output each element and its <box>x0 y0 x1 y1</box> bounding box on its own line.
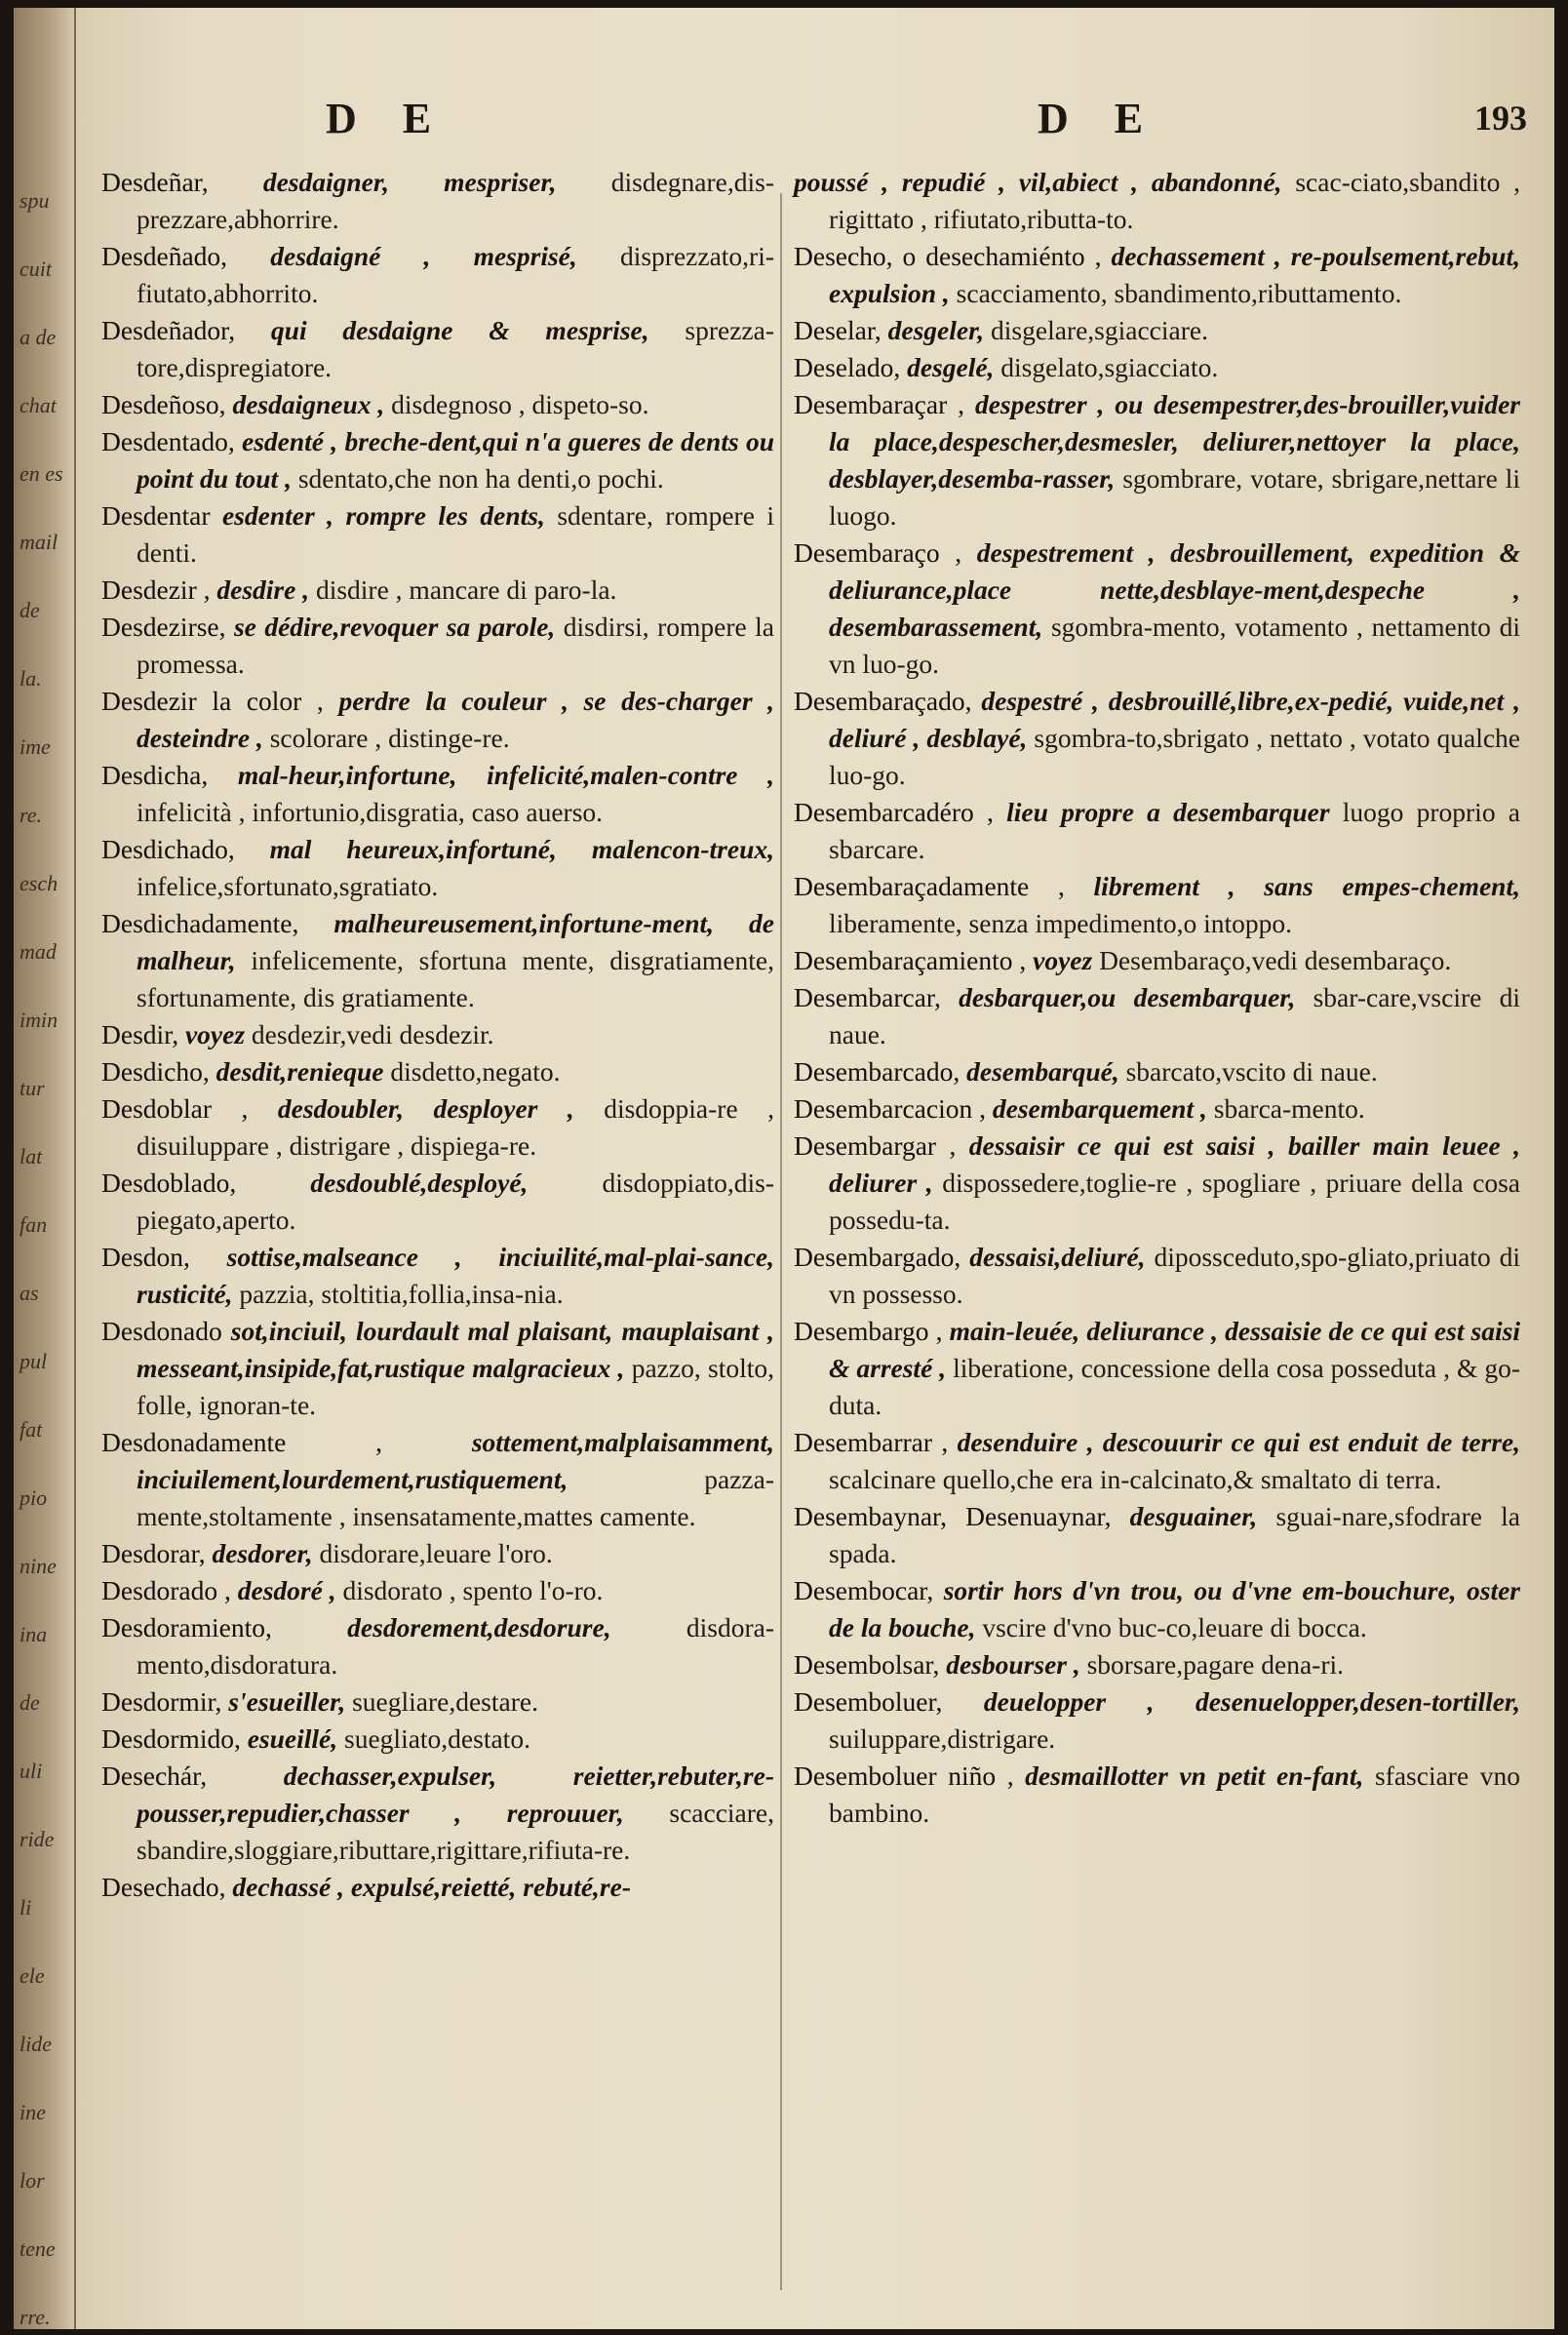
entry-italian: sgombrare, votare, sbrigare,nettare li luogo. <box>829 463 1520 531</box>
dictionary-entry <box>794 683 1520 794</box>
dictionary-entry <box>794 1090 1520 1128</box>
margin-fragment: tur <box>20 1076 45 1100</box>
entry-french: mal-heur,infortune, infelicité,malen-contre , <box>237 760 775 790</box>
dictionary-entry <box>794 1053 1520 1090</box>
entry-headword: Desechado, <box>101 1872 226 1902</box>
entry-italian: infelicità , infortunio,disgratia, caso auerso. <box>137 797 604 827</box>
entry-headword: Desdorar, <box>101 1538 206 1568</box>
dictionary-entry <box>794 1498 1520 1572</box>
dictionary-entry <box>101 1053 774 1090</box>
dictionary-entry <box>794 1128 1520 1239</box>
dictionary-entry <box>794 1758 1520 1832</box>
dictionary-entry <box>101 1016 774 1053</box>
entry-french: desgelé, <box>907 352 995 382</box>
entry-french: desdaigner, mespriser, <box>262 167 557 197</box>
column-divider <box>780 193 782 2290</box>
entry-italian: dispossedere,toglie-re , spogliare , priuare della cosa possedu-ta. <box>829 1168 1521 1235</box>
dictionary-entry <box>794 386 1520 534</box>
dictionary-entry <box>794 1424 1520 1498</box>
dictionary-entry <box>794 312 1520 349</box>
left-column <box>101 164 774 1906</box>
margin-fragment: pio <box>20 1485 48 1510</box>
dictionary-entry <box>101 905 774 1016</box>
entry-headword: Desembargo , <box>794 1316 943 1346</box>
right-column <box>794 164 1520 1832</box>
running-header-right: D E <box>1038 95 1161 142</box>
entry-italian: disgelato,sgiacciato. <box>1000 352 1219 382</box>
entry-italian: sgombra-mento, votamento , nettamento di vn luo-go. <box>829 612 1520 679</box>
dictionary-page <box>14 8 1554 2329</box>
entry-italian: infelicemente, sfortuna mente, disgratiamente, sfortunamente, dis gratiamente. <box>137 945 774 1012</box>
entry-french: perdre la couleur , se des-charger , desteindre , <box>137 686 775 753</box>
entry-french: se dédire,revoquer sa parole, <box>233 612 556 642</box>
dictionary-entry <box>101 1572 774 1609</box>
entry-french: esdenter , rompre les dents, <box>221 500 545 531</box>
dictionary-entry <box>101 1424 774 1535</box>
page-number: 193 <box>1474 99 1527 138</box>
entry-italian: sbarca-mento. <box>1213 1093 1365 1124</box>
entry-french: desdaigneux , <box>232 389 385 419</box>
entry-italian: disdetto,negato. <box>390 1056 561 1087</box>
entry-headword: Desdezirse, <box>101 612 226 642</box>
margin-fragment: fat <box>20 1417 43 1442</box>
entry-italian: disgelare,sgiacciare. <box>991 315 1208 345</box>
entry-headword: Desembargar , <box>794 1130 957 1161</box>
margin-fragment: de <box>20 598 40 622</box>
entry-french: desguainer, <box>1129 1501 1258 1531</box>
entry-french: dechasser,expulser, reietter,rebuter,re-pousser,repudier,chasser , reprouuer, <box>137 1761 774 1828</box>
entry-french: malheureusement,infortune-ment, de malheur, <box>137 908 774 975</box>
entry-french: sot,inciuil, lourdault mal plaisant, mauplaisant , messeant,insipide,fat,rustique malgracieux , <box>137 1316 775 1383</box>
entry-italian: disdorato , spento l'o-ro. <box>342 1575 604 1605</box>
dictionary-entry <box>101 609 774 683</box>
dictionary-entry <box>101 1758 774 1869</box>
entry-italian: disdorare,leuare l'oro. <box>319 1538 553 1568</box>
entry-italian: sbar-care,vscire di naue. <box>829 982 1520 1049</box>
entry-french: desdit,renieque <box>216 1056 384 1087</box>
margin-fragment: lor <box>20 2168 45 2193</box>
dictionary-entry <box>101 1090 774 1165</box>
entry-italian: scalcinare quello,che era in-calcinato,& smaltato di terra. <box>829 1464 1442 1494</box>
entry-french: desdorer, <box>212 1538 313 1568</box>
margin-fragment: ride <box>20 1827 55 1851</box>
entry-headword: Desdicho, <box>101 1056 210 1087</box>
entry-headword: Desembarcado, <box>794 1056 960 1087</box>
entry-italian: liberamente, senza impedimento,o intoppo. <box>829 908 1293 938</box>
dictionary-entry <box>794 164 1520 238</box>
entry-headword: Desdicha, <box>101 760 209 790</box>
dictionary-entry <box>101 1683 774 1721</box>
entry-french: poussé , repudié , vil,abiect , abandonné, <box>794 167 1282 197</box>
dictionary-entry <box>101 572 774 609</box>
entry-headword: Desdoblar , <box>101 1093 249 1124</box>
entry-french: mal heureux,infortuné, malencon-treux, <box>269 834 774 864</box>
entry-headword: Desdonado <box>101 1316 222 1346</box>
entry-headword: Desembarrar , <box>794 1427 949 1457</box>
entry-headword: Desembargado, <box>794 1242 961 1272</box>
entry-headword: Desembaraçadamente , <box>794 871 1065 901</box>
entry-french: desdoublé,desployé, <box>310 1168 529 1198</box>
entry-headword: Desemboluer, <box>794 1686 943 1717</box>
entry-french: dessaisi,deliuré, <box>969 1242 1146 1272</box>
entry-headword: Desdoramiento, <box>101 1612 272 1642</box>
entry-french: main-leuée, deliurance , dessaisie de ce qui est saisi & arresté , <box>829 1316 1520 1383</box>
margin-fragment: lide <box>20 2032 52 2056</box>
entry-italian: sbarcato,vscito di naue. <box>1125 1056 1378 1087</box>
entry-italian: desdezir,vedi desdezir. <box>251 1019 494 1049</box>
margin-fragment: a de <box>20 325 57 349</box>
dictionary-entry <box>101 423 774 497</box>
entry-headword: Desembaynar, Desenuaynar, <box>794 1501 1112 1531</box>
dictionary-entry <box>101 312 774 386</box>
entry-french: voyez <box>1033 945 1093 975</box>
entry-french: voyez <box>184 1019 246 1049</box>
entry-french: desbarquer,ou desembarquer, <box>959 982 1296 1012</box>
margin-fragment: chat <box>20 393 57 417</box>
entry-french: dechassé , expulsé,reietté, rebuté,re- <box>232 1872 631 1902</box>
dictionary-entry <box>101 238 774 312</box>
entry-headword: Desdonadamente , <box>101 1427 383 1457</box>
margin-fragment: la. <box>20 666 42 691</box>
entry-headword: Desdorado , <box>101 1575 231 1605</box>
margin-fragment: cuit <box>20 257 52 281</box>
dictionary-entry <box>794 1313 1520 1424</box>
dictionary-entry <box>794 1239 1520 1313</box>
entry-headword: Desemboluer niño , <box>794 1761 1014 1791</box>
entry-french: despestré , desbrouillé,libre,ex-pedié, vuide,net , deliuré , desblayé, <box>829 686 1520 753</box>
entry-french: esdenté , breche-dent,qui n'a gueres de dents ou point du tout , <box>137 426 774 494</box>
dictionary-entry <box>794 534 1520 683</box>
entry-headword: Desdezir , <box>101 574 211 605</box>
entry-italian: sprezza-tore,dispregiatore. <box>137 315 774 382</box>
entry-italian: disdegnare,dis-prezzare,abhorrire. <box>137 167 774 234</box>
entry-italian: disdoppiato,dis-piegato,aperto. <box>137 1168 775 1235</box>
entry-headword: Desdeñoso, <box>101 389 226 419</box>
dictionary-entry <box>101 1239 774 1313</box>
entry-french: s'esueiller, <box>228 1686 346 1717</box>
entry-french: dechassement , re-poulsement,rebut, expulsion , <box>829 241 1520 308</box>
dictionary-entry <box>101 831 774 905</box>
entry-italian: suegliare,destare. <box>352 1686 538 1717</box>
entry-french: desmaillotter vn petit en-fant, <box>1025 1761 1364 1791</box>
dictionary-entry <box>101 1313 774 1424</box>
margin-fragment: spu <box>20 188 50 213</box>
entry-headword: Desdentar <box>101 500 211 531</box>
entry-french: desembarqué, <box>966 1056 1119 1087</box>
entry-headword: Desembaraçar , <box>794 389 965 419</box>
entry-french: desdorement,desdorure, <box>347 1612 611 1642</box>
margin-fragment: imin <box>20 1008 59 1032</box>
entry-french: despestrement , desbrouillement, expedition & deliurance,place nette,desblaye-ment,despeche , desembarassement, <box>829 537 1521 642</box>
entry-headword: Desembaraçamiento , <box>794 945 1027 975</box>
dictionary-entry <box>101 1535 774 1572</box>
entry-headword: Desdeñar, <box>101 167 209 197</box>
dictionary-entry <box>101 757 774 831</box>
entry-headword: Desdeñado, <box>101 241 228 271</box>
entry-italian: sdentato,che non ha denti,o pochi. <box>297 463 664 494</box>
entry-italian: luogo proprio a sbarcare. <box>829 797 1520 864</box>
dictionary-entry <box>101 1721 774 1758</box>
entry-italian: sborsare,pagare dena-ri. <box>1086 1649 1345 1680</box>
entry-french: desdoré , <box>237 1575 336 1605</box>
entry-italian: scolorare , distinge-re. <box>269 723 510 753</box>
margin-fragment: fan <box>20 1212 48 1237</box>
entry-headword: Desembolsar, <box>794 1649 940 1680</box>
entry-headword: Desembarcar, <box>794 982 941 1012</box>
entry-french: desenduire , descouurir ce qui est enduit de terre, <box>957 1427 1521 1457</box>
entry-french: lieu propre a desembarquer <box>1006 797 1330 827</box>
entry-headword: Desembaraço , <box>794 537 962 568</box>
entry-french: sottement,malplaisamment, inciuilement,lourdement,rustiquement, <box>137 1427 774 1494</box>
margin-fragment: rre. <box>20 2305 51 2329</box>
dictionary-entry <box>794 942 1520 979</box>
entry-italian: disdire , mancare di paro-la. <box>315 574 617 605</box>
entry-french: desdire , <box>216 574 310 605</box>
entry-italian: Desembaraço,vedi desembaraço. <box>1099 945 1452 975</box>
dictionary-entry <box>794 868 1520 942</box>
entry-french: desbourser , <box>946 1649 1080 1680</box>
entry-french: librement , sans empes-chement, <box>1093 871 1520 901</box>
entry-italian: scacciamento, sbandimento,ributtamento. <box>956 278 1402 308</box>
entry-french: sortir hors d'vn trou, ou d'vne em-bouchure, oster de la bouche, <box>829 1575 1520 1642</box>
margin-fragment: en es <box>20 461 63 486</box>
entry-italian: dipossceduto,spo-gliato,priuato di vn possesso. <box>829 1242 1521 1309</box>
dictionary-entry <box>794 1646 1520 1683</box>
entry-headword: Desembarcadéro , <box>794 797 994 827</box>
margin-fragment: ina <box>20 1622 48 1646</box>
margin-fragment: lat <box>20 1144 43 1168</box>
margin-fragment: pul <box>20 1349 48 1373</box>
entry-french: esueillé, <box>247 1723 338 1754</box>
entry-french: sottise,malseance , inciuilité,mal-plai-sance, rusticité, <box>137 1242 774 1309</box>
dictionary-entry <box>794 979 1520 1053</box>
entry-french: desgeler, <box>887 315 985 345</box>
entry-headword: Desembarcacion , <box>794 1093 986 1124</box>
entry-french: qui desdaigne & mesprise, <box>270 315 649 345</box>
margin-fragment: ele <box>20 1963 45 1988</box>
entry-headword: Desdormir, <box>101 1686 222 1717</box>
entry-french: desdaigné , mesprisé, <box>270 241 577 271</box>
entry-italian: disprezzato,ri-fiutato,abhorrito. <box>137 241 775 308</box>
entry-italian: infelice,sfortunato,sgratiato. <box>137 871 439 901</box>
dictionary-entry <box>101 164 774 238</box>
entry-headword: Desdentado, <box>101 426 235 456</box>
entry-italian: sgombra-to,sbrigato , nettato , votato qualche luo-go. <box>829 723 1520 790</box>
entry-italian: liberatione, concessione della cosa posseduta , & go-duta. <box>829 1353 1520 1420</box>
entry-italian: disdora-mento,disdoratura. <box>137 1612 774 1680</box>
margin-fragment: de <box>20 1690 40 1715</box>
entry-italian: sguai-nare,sfodrare la spada. <box>829 1501 1520 1568</box>
entry-headword: Deselado, <box>794 352 901 382</box>
margin-fragment: li <box>20 1895 32 1919</box>
margin-fragment: ime <box>20 734 51 759</box>
entry-french: desdoubler, desployer , <box>277 1093 574 1124</box>
entry-italian: pazzia, stoltitia,follia,insa-nia. <box>239 1279 564 1309</box>
margin-fragment: mail <box>20 530 59 554</box>
dictionary-entry <box>101 1869 774 1906</box>
entry-italian: scacciare, sbandire,sloggiare,ributtare,rigittare,rifiuta-re. <box>137 1798 774 1865</box>
dictionary-entry <box>101 1609 774 1683</box>
entry-italian: disdegnoso , dispeto-so. <box>391 389 649 419</box>
entry-headword: Desdichado, <box>101 834 235 864</box>
margin-fragment: as <box>20 1281 39 1305</box>
dictionary-entry <box>101 497 774 572</box>
dictionary-entry <box>101 683 774 757</box>
entry-headword: Desdichadamente, <box>101 908 299 938</box>
margin-fragment: re. <box>20 803 43 827</box>
dictionary-entry <box>101 386 774 423</box>
entry-headword: Desdormido, <box>101 1723 241 1754</box>
margin-fragment: esch <box>20 871 59 895</box>
margin-fragment: nine <box>20 1554 57 1578</box>
dictionary-entry <box>794 794 1520 868</box>
margin-fragment: mad <box>20 939 57 964</box>
entry-italian: vscire d'vno buc-co,leuare di bocca. <box>982 1612 1367 1642</box>
entry-headword: Desecho, o desechamiénto , <box>794 241 1102 271</box>
running-header-left: D E <box>326 95 450 142</box>
entry-french: deuelopper , desenuelopper,desen-tortiller, <box>983 1686 1520 1717</box>
margin-fragment: tene <box>20 2236 56 2261</box>
dictionary-entry <box>794 349 1520 386</box>
entry-headword: Desdoblado, <box>101 1168 237 1198</box>
entry-italian: disdirsi, rompere la promessa. <box>137 612 774 679</box>
facing-page-margin <box>14 8 76 2329</box>
entry-french: desembarquement , <box>992 1093 1207 1124</box>
entry-headword: Desdezir la color , <box>101 686 324 716</box>
entry-italian: disdoppia-re , disuiluppare , distrigare , dispiega-re. <box>137 1093 774 1161</box>
entry-italian: sfasciare vno bambino. <box>829 1761 1520 1828</box>
margin-fragment: ine <box>20 2100 46 2124</box>
entry-italian: suegliato,destato. <box>344 1723 530 1754</box>
entry-italian: sdentare, rompere i denti. <box>137 500 775 568</box>
dictionary-entry <box>794 1683 1520 1758</box>
entry-headword: Desdeñador, <box>101 315 236 345</box>
entry-italian: scac-ciato,sbandito , rigittato , rifiutato,ributta-to. <box>829 167 1521 234</box>
dictionary-entry <box>794 238 1520 312</box>
entry-italian: pazzo, stolto, folle, ignoran-te. <box>137 1353 774 1420</box>
entry-headword: Desembaraçado, <box>794 686 972 716</box>
entry-headword: Desdir, <box>101 1019 179 1049</box>
entry-french: despestrer , ou desempestrer,des-brouiller,vuider la place,despescher,desmesler, deliurer,nettoyer la place, desblayer,desemba-rasser, <box>829 389 1520 494</box>
entry-headword: Desechár, <box>101 1761 208 1791</box>
margin-fragment: uli <box>20 1759 43 1783</box>
entry-french: dessaisir ce qui est saisi , bailler main leuee , deliurer , <box>829 1130 1520 1198</box>
entry-headword: Deselar, <box>794 315 882 345</box>
entry-headword: Desembocar, <box>794 1575 934 1605</box>
entry-italian: pazza-mente,stoltamente , insensatamente,mattes camente. <box>137 1464 774 1531</box>
entry-italian: suiluppare,distrigare. <box>829 1723 1056 1754</box>
entry-headword: Desdon, <box>101 1242 190 1272</box>
dictionary-entry <box>101 1165 774 1239</box>
dictionary-entry <box>794 1572 1520 1646</box>
